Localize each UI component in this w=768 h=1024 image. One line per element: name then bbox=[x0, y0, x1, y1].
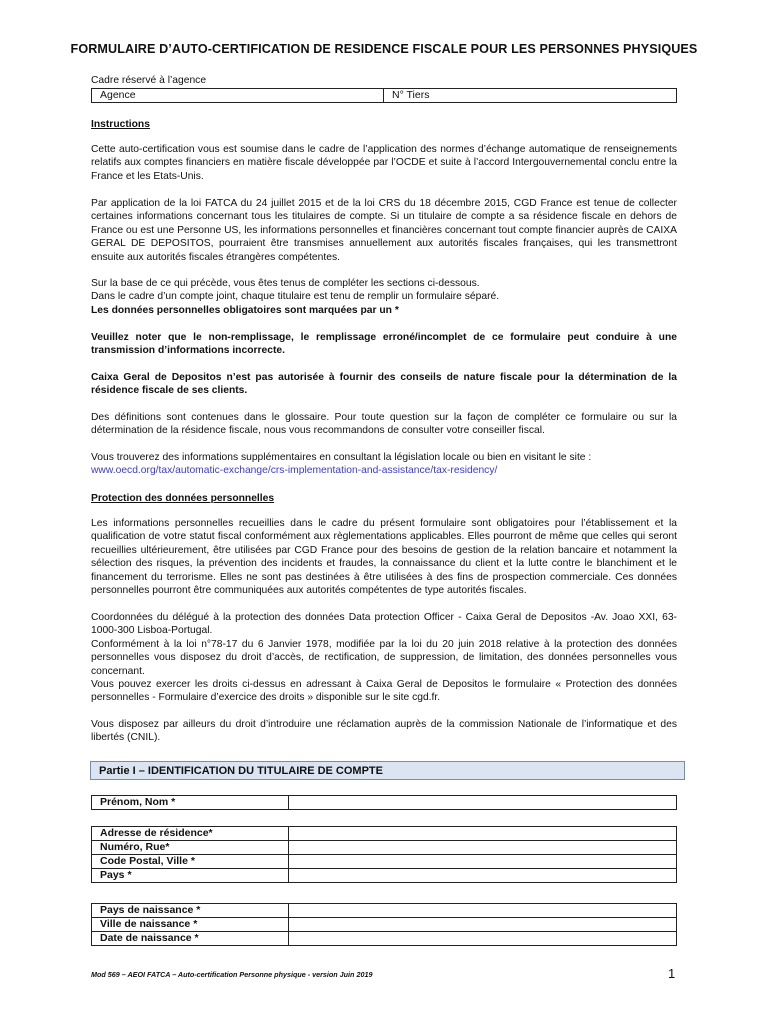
oecd-link[interactable]: www.oecd.org/tax/automatic-exchange/crs-implementation-and-assistance/tax-residency/ bbox=[91, 465, 498, 477]
birth-country-field[interactable] bbox=[289, 904, 677, 918]
birth-city-label: Ville de naissance * bbox=[92, 918, 289, 932]
birth-date-field[interactable] bbox=[289, 932, 677, 946]
address-field[interactable] bbox=[289, 827, 677, 841]
street-field[interactable] bbox=[289, 841, 677, 855]
protection-p3: Conformément à la loi n°78-17 du 6 Janvier 1978, modifiée par la loi du 20 juin 2018 relative à la protection des données personnelles vous disposez du droit d’accès, de rectification, de suppression, de limitation, des données personnelles vous concernant. bbox=[91, 639, 677, 677]
instructions-p4: Veuillez noter que le non-remplissage, le remplissage erroné/incomplet de ce formulaire peut conduire à une transmission d’informations incorrecte. bbox=[91, 332, 677, 357]
footer-text: Mod 569 – AEOI FATCA – Auto-certification Personne physique - version Juin 2019 bbox=[91, 970, 373, 979]
name-field[interactable] bbox=[289, 796, 677, 810]
protection-p4: Vous pouvez exercer les droits ci-dessus en adressant à Caixa Geral de Depositos le formulaire « Protection des données personnelles - Formulaire d’exercice des droits » disponible sur le site cgd.fr. bbox=[91, 679, 677, 704]
protection-p5: Vous disposez par ailleurs du droit d’introduire une réclamation auprès de la commission Nationale de l’informatique et des libertés (CNIL). bbox=[91, 719, 677, 744]
partie1-heading: Partie I – IDENTIFICATION DU TITULAIRE DE COMPTE bbox=[90, 761, 685, 780]
instructions-p3-line3: Les données personnelles obligatoires sont marquées par un * bbox=[91, 304, 399, 316]
postal-city-label: Code Postal, Ville * bbox=[92, 855, 289, 869]
instructions-p3-line1: Sur la base de ce qui précède, vous êtes tenus de compléter les sections ci-dessous. bbox=[91, 278, 480, 289]
instructions-p7-text: Vous trouverez des informations supplémentaires en consultant la législation locale ou bien en visitant le site : bbox=[91, 452, 592, 463]
agency-table bbox=[91, 88, 677, 103]
agence-label: Agence bbox=[100, 89, 136, 101]
country-field[interactable] bbox=[289, 869, 677, 883]
agency-caption: Cadre réservé à l’agence bbox=[91, 75, 207, 86]
agence-field[interactable] bbox=[92, 89, 384, 103]
street-label: Numéro, Rue* bbox=[92, 841, 289, 855]
instructions-p2: Par application de la loi FATCA du 24 juillet 2015 et de la loi CRS du 18 décembre 2015, CGD France est tenue de collecter certaines informations concernant tous les titulaires de compte. Si un titulaire de compte a sa résidence fiscale en dehors de France ou est une Personne US, les informations personnelles et financières concernant tout compte financier auprès de CAIXA GERAL DE DEPOSITOS, pourraient être transmises annuellement aux autorités fiscales françaises, qui les transmettront ensuite aux autorités fiscales étrangères compétentes. bbox=[91, 198, 677, 263]
name-table bbox=[91, 795, 677, 810]
tiers-label: N° Tiers bbox=[392, 89, 430, 101]
instructions-p3 bbox=[91, 277, 677, 317]
birth-country-label: Pays de naissance * bbox=[92, 904, 289, 918]
postal-city-field[interactable] bbox=[289, 855, 677, 869]
protection-heading: Protection des données personnelles bbox=[91, 493, 275, 504]
protection-p2: Coordonnées du délégué à la protection des données Data protection Officer - Caixa Geral de Depositos -Av. Joao XXI, 63-1000-300 Lisboa-Portugal. bbox=[91, 612, 677, 637]
tiers-field[interactable] bbox=[384, 89, 677, 103]
page-number: 1 bbox=[668, 966, 676, 981]
country-label: Pays * bbox=[92, 869, 289, 883]
birth-date-label: Date de naissance * bbox=[92, 932, 289, 946]
instructions-heading: Instructions bbox=[91, 119, 150, 130]
instructions-p5: Caixa Geral de Depositos n’est pas autorisée à fournir des conseils de nature fiscale pour la détermination de la résidence fiscale de ses clients. bbox=[91, 372, 677, 397]
birth-table bbox=[91, 903, 677, 946]
birth-city-field[interactable] bbox=[289, 918, 677, 932]
address-label: Adresse de résidence* bbox=[92, 827, 289, 841]
instructions-p6: Des définitions sont contenues dans le glossaire. Pour toute question sur la façon de compléter ce formulaire ou sur la détermination de la résidence fiscale, nous vous recommandons de consulter votre conseiller fiscal. bbox=[91, 412, 677, 437]
instructions-p3-line2: Dans le cadre d’un compte joint, chaque titulaire est tenu de remplir un formulaire séparé. bbox=[91, 291, 500, 303]
instructions-p7 bbox=[91, 451, 677, 478]
instructions-p1: Cette auto-certification vous est soumise dans le cadre de l’application des normes d’échange automatique de renseignements relatifs aux comptes financiers en matière fiscale développée par l’OCDE et suite à l’accord Intergouvernemental conclu entre la France et les Etats-Unis. bbox=[91, 144, 677, 182]
form-title: FORMULAIRE D’AUTO-CERTIFICATION DE RESIDENCE FISCALE POUR LES PERSONNES PHYSIQUES bbox=[70, 42, 698, 56]
address-table bbox=[91, 826, 677, 883]
name-label: Prénom, Nom * bbox=[92, 796, 289, 810]
protection-p1: Les informations personnelles recueillies dans le cadre du présent formulaire sont obligatoires pour l’établissement et la qualification de votre statut fiscal conformément aux règlementations applicables. Elles pourront de même que celles qui seront recueillies ultérieurement, être utilisées par CGD France pour des besoins de gestion de la relation bancaire et notamment la sélection des risques, la prévention des incidents et fraudes, la connaissance du client et la lutte contre le blanchiment et le financement du terrorisme. Elles ne sont pas destinées à être utilisées à des fins de prospection commerciale. Ces données personnelles pourront être communiquées aux autorités compétentes de type autorités fiscales. bbox=[91, 518, 677, 597]
